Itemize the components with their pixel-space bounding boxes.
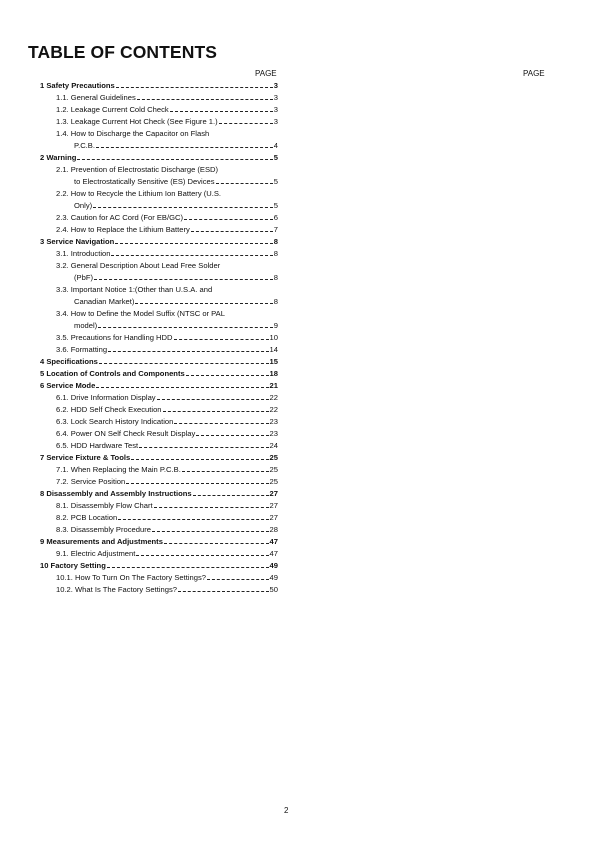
dot-leader bbox=[196, 435, 268, 436]
dot-leader bbox=[178, 591, 269, 592]
toc-entry-label: 10.2. What Is The Factory Settings? bbox=[56, 585, 177, 594]
toc-entry-label: 7.2. Service Position bbox=[56, 477, 126, 486]
toc-entry-page: 5 bbox=[273, 201, 278, 210]
dot-leader bbox=[94, 279, 273, 280]
toc-entry-page: 6 bbox=[273, 213, 278, 222]
toc-entry-page: 50 bbox=[269, 585, 278, 594]
toc-subsection-entry[interactable] bbox=[56, 117, 278, 127]
dot-leader bbox=[163, 411, 269, 412]
toc-entry-page: 24 bbox=[269, 441, 278, 450]
toc-entry-label: 7.1. When Replacing the Main P.C.B. bbox=[56, 465, 181, 474]
toc-section-entry[interactable] bbox=[40, 237, 278, 247]
toc-subsection-entry[interactable] bbox=[56, 585, 278, 595]
dot-leader bbox=[182, 471, 269, 472]
toc-section-entry[interactable] bbox=[40, 153, 278, 163]
toc-entry-label: 7 Service Fixture & Tools bbox=[40, 453, 131, 462]
toc-entry-label: 3.5. Precautions for Handling HDD bbox=[56, 333, 173, 342]
toc-entry-page: 49 bbox=[269, 573, 278, 582]
toc-entry-label: 9 Measurements and Adjustments bbox=[40, 537, 163, 546]
toc-entry-page: 8 bbox=[273, 297, 278, 306]
toc-entry-page: 7 bbox=[273, 225, 278, 234]
toc-subsection-entry[interactable] bbox=[56, 105, 278, 115]
toc-section-entry[interactable] bbox=[40, 453, 278, 463]
toc-entry-page: 23 bbox=[269, 429, 278, 438]
toc-entry-label: 6.4. Power ON Self Check Result Display bbox=[56, 429, 196, 438]
dot-leader bbox=[193, 495, 269, 496]
toc-entry-page: 25 bbox=[269, 465, 278, 474]
toc-subsection-entry[interactable] bbox=[74, 297, 278, 307]
dot-leader bbox=[170, 111, 273, 112]
toc-entry-label: 6 Service Mode bbox=[40, 381, 96, 390]
dot-leader bbox=[115, 243, 272, 244]
toc-subsection-entry[interactable] bbox=[56, 333, 278, 343]
toc-subsection-entry[interactable] bbox=[56, 417, 278, 427]
toc-subsection-entry[interactable] bbox=[56, 549, 278, 559]
toc-entry-page: 4 bbox=[273, 141, 278, 150]
dot-leader bbox=[174, 423, 268, 424]
toc-subsection-entry[interactable] bbox=[56, 345, 278, 355]
toc-entry-label: 1.2. Leakage Current Cold Check bbox=[56, 105, 169, 114]
toc-entry-label: 6.1. Drive Information Display bbox=[56, 393, 156, 402]
toc-subsection-entry[interactable] bbox=[56, 573, 278, 583]
toc-subsection-entry[interactable] bbox=[74, 141, 278, 151]
toc-entry-label: 2.3. Caution for AC Cord (For EB/GC) bbox=[56, 213, 184, 222]
dot-leader bbox=[174, 339, 269, 340]
dot-leader bbox=[219, 123, 273, 124]
toc-subsection-entry[interactable] bbox=[56, 465, 278, 475]
toc-entry-label: 2.1. Prevention of Electrostatic Discharge (ESD) bbox=[56, 165, 219, 174]
dot-leader bbox=[154, 507, 269, 508]
toc-entry-page: 3 bbox=[273, 105, 278, 114]
toc-entry-page: 25 bbox=[269, 453, 278, 462]
toc-entry-label: P.C.B. bbox=[74, 141, 95, 150]
dot-leader bbox=[216, 183, 273, 184]
dot-leader bbox=[98, 327, 273, 328]
toc-entry-label: 10.1. How To Turn On The Factory Settings? bbox=[56, 573, 206, 582]
toc-entry-page: 15 bbox=[269, 357, 278, 366]
toc-entry-label: 4 Specifications bbox=[40, 357, 98, 366]
toc-entry-page: 5 bbox=[273, 153, 278, 162]
toc-entry-page: 22 bbox=[269, 393, 278, 402]
toc-entry-page: 25 bbox=[269, 477, 278, 486]
toc-entry-label: 8.1. Disassembly Flow Chart bbox=[56, 501, 153, 510]
toc-entry-page: 10 bbox=[269, 333, 278, 342]
toc-entry-label: 3.2. General Description About Lead Free Solder bbox=[56, 261, 221, 270]
toc-entry-page: 8 bbox=[273, 273, 278, 282]
dot-leader bbox=[96, 387, 268, 388]
toc-entry-label: 6.3. Lock Search History Indication bbox=[56, 417, 174, 426]
toc-subsection-entry[interactable] bbox=[56, 405, 278, 415]
page-column-header: PAGE bbox=[255, 69, 277, 78]
toc-entry-page: 49 bbox=[269, 561, 278, 570]
dot-leader bbox=[207, 579, 269, 580]
toc-entry-label: 2 Warning bbox=[40, 153, 77, 162]
toc-subsection-entry[interactable] bbox=[56, 441, 278, 451]
toc-entry-page: 22 bbox=[269, 405, 278, 414]
toc-entry-label: 1 Safety Precautions bbox=[40, 81, 115, 90]
toc-entry-label: 3.6. Formatting bbox=[56, 345, 108, 354]
toc-subsection-entry[interactable] bbox=[56, 225, 278, 235]
dot-leader bbox=[137, 99, 273, 100]
toc-subsection-entry[interactable] bbox=[56, 189, 278, 199]
toc-subsection-entry[interactable] bbox=[74, 201, 278, 211]
toc-entry-page: 27 bbox=[269, 501, 278, 510]
dot-leader bbox=[116, 87, 273, 88]
toc-entry-page: 8 bbox=[273, 237, 278, 246]
page-number: 2 bbox=[284, 806, 289, 815]
toc-subsection-entry[interactable] bbox=[56, 501, 278, 511]
toc-entry-page: 18 bbox=[269, 369, 278, 378]
toc-subsection-entry[interactable] bbox=[56, 213, 278, 223]
dot-leader bbox=[111, 255, 272, 256]
toc-entry-label: 8.2. PCB Location bbox=[56, 513, 118, 522]
dot-leader bbox=[184, 219, 273, 220]
toc-entry-page: 27 bbox=[269, 513, 278, 522]
toc-entry-page: 23 bbox=[269, 417, 278, 426]
toc-subsection-entry[interactable] bbox=[56, 393, 278, 403]
toc-entry-label: 9.1. Electric Adjustment bbox=[56, 549, 136, 558]
dot-leader bbox=[99, 363, 269, 364]
toc-subsection-entry[interactable] bbox=[56, 309, 278, 319]
toc-entry-label: 3.1. Introduction bbox=[56, 249, 111, 258]
page-title: TABLE OF CONTENTS bbox=[28, 42, 218, 62]
dot-leader bbox=[164, 543, 269, 544]
dot-leader bbox=[96, 147, 273, 148]
toc-entry-label: 8 Disassembly and Assembly Instructions bbox=[40, 489, 192, 498]
toc-entry-page: 3 bbox=[273, 93, 278, 102]
toc-entry-page: 14 bbox=[269, 345, 278, 354]
toc-entry-label: 1.3. Leakage Current Hot Check (See Figure 1.) bbox=[56, 117, 218, 126]
toc-entry-label: 3.4. How to Define the Model Suffix (NTSC or PAL bbox=[56, 309, 225, 318]
toc-entry-page: 3 bbox=[273, 117, 278, 126]
toc-subsection-entry[interactable] bbox=[56, 477, 278, 487]
toc-entry-page: 27 bbox=[269, 489, 278, 498]
toc-entry-page: 5 bbox=[273, 177, 278, 186]
toc-entry-label: (PbF) bbox=[74, 273, 93, 282]
dot-leader bbox=[107, 567, 269, 568]
toc-entry-page: 47 bbox=[269, 549, 278, 558]
toc-entry-label: Only) bbox=[74, 201, 93, 210]
toc-entry-label: 2.4. How to Replace the Lithium Battery bbox=[56, 225, 190, 234]
dot-leader bbox=[157, 399, 269, 400]
toc-subsection-entry[interactable] bbox=[56, 93, 278, 103]
dot-leader bbox=[139, 447, 268, 448]
toc-section-entry[interactable] bbox=[40, 381, 278, 391]
toc-subsection-entry[interactable] bbox=[74, 273, 278, 283]
toc-subsection-entry[interactable] bbox=[74, 321, 278, 331]
toc-entry-page: 3 bbox=[273, 81, 278, 90]
toc-entry-label: 8.3. Disassembly Procedure bbox=[56, 525, 151, 534]
toc-subsection-entry[interactable] bbox=[56, 129, 278, 139]
toc-section-entry[interactable] bbox=[40, 357, 278, 367]
toc-entry-label: 1.4. How to Discharge the Capacitor on Flash bbox=[56, 129, 210, 138]
toc-subsection-entry[interactable] bbox=[56, 249, 278, 259]
toc-entry-page: 8 bbox=[273, 249, 278, 258]
dot-leader bbox=[118, 519, 268, 520]
toc-entry-page: 21 bbox=[269, 381, 278, 390]
toc-entry-label: to Electrostatically Sensitive (ES) Devices bbox=[74, 177, 215, 186]
dot-leader bbox=[191, 231, 273, 232]
toc-entry-label: model) bbox=[74, 321, 98, 330]
dot-leader bbox=[77, 159, 272, 160]
toc-subsection-entry[interactable] bbox=[56, 513, 278, 523]
toc-entry-label: Canadian Market) bbox=[74, 297, 135, 306]
toc-subsection-entry[interactable] bbox=[56, 285, 278, 295]
toc-entry-label: 3.3. Important Notice 1:(Other than U.S.A. and bbox=[56, 285, 213, 294]
toc-section-entry[interactable] bbox=[40, 537, 278, 547]
toc-section-entry[interactable] bbox=[40, 81, 278, 91]
dot-leader bbox=[108, 351, 268, 352]
toc-subsection-entry[interactable] bbox=[74, 177, 278, 187]
toc-entry-page: 28 bbox=[269, 525, 278, 534]
dot-leader bbox=[152, 531, 269, 532]
dot-leader bbox=[131, 459, 268, 460]
toc-entry-label: 1.1. General Guidelines bbox=[56, 93, 136, 102]
toc-entry-page: 9 bbox=[273, 321, 278, 330]
toc-section-entry[interactable] bbox=[40, 489, 278, 499]
dot-leader bbox=[126, 483, 268, 484]
toc-section-entry[interactable] bbox=[40, 561, 278, 571]
dot-leader bbox=[186, 375, 269, 376]
toc-entry-label: 10 Factory Setting bbox=[40, 561, 106, 570]
toc-subsection-entry[interactable] bbox=[56, 525, 278, 535]
toc-entry-label: 6.2. HDD Self Check Execution bbox=[56, 405, 162, 414]
toc-subsection-entry[interactable] bbox=[56, 429, 278, 439]
dot-leader bbox=[135, 303, 272, 304]
toc-entry-page: 47 bbox=[269, 537, 278, 546]
toc-entry-label: 2.2. How to Recycle the Lithium Ion Battery (U.S. bbox=[56, 189, 222, 198]
toc-entry-label: 3 Service Navigation bbox=[40, 237, 115, 246]
page-column-header-right: PAGE bbox=[523, 69, 545, 78]
toc-entry-label: 6.5. HDD Hardware Test bbox=[56, 441, 139, 450]
toc-entry-label: 5 Location of Controls and Components bbox=[40, 369, 185, 378]
toc-subsection-entry[interactable] bbox=[56, 261, 278, 271]
dot-leader bbox=[93, 207, 273, 208]
toc-section-entry[interactable] bbox=[40, 369, 278, 379]
toc-subsection-entry[interactable] bbox=[56, 165, 278, 175]
dot-leader bbox=[136, 555, 268, 556]
